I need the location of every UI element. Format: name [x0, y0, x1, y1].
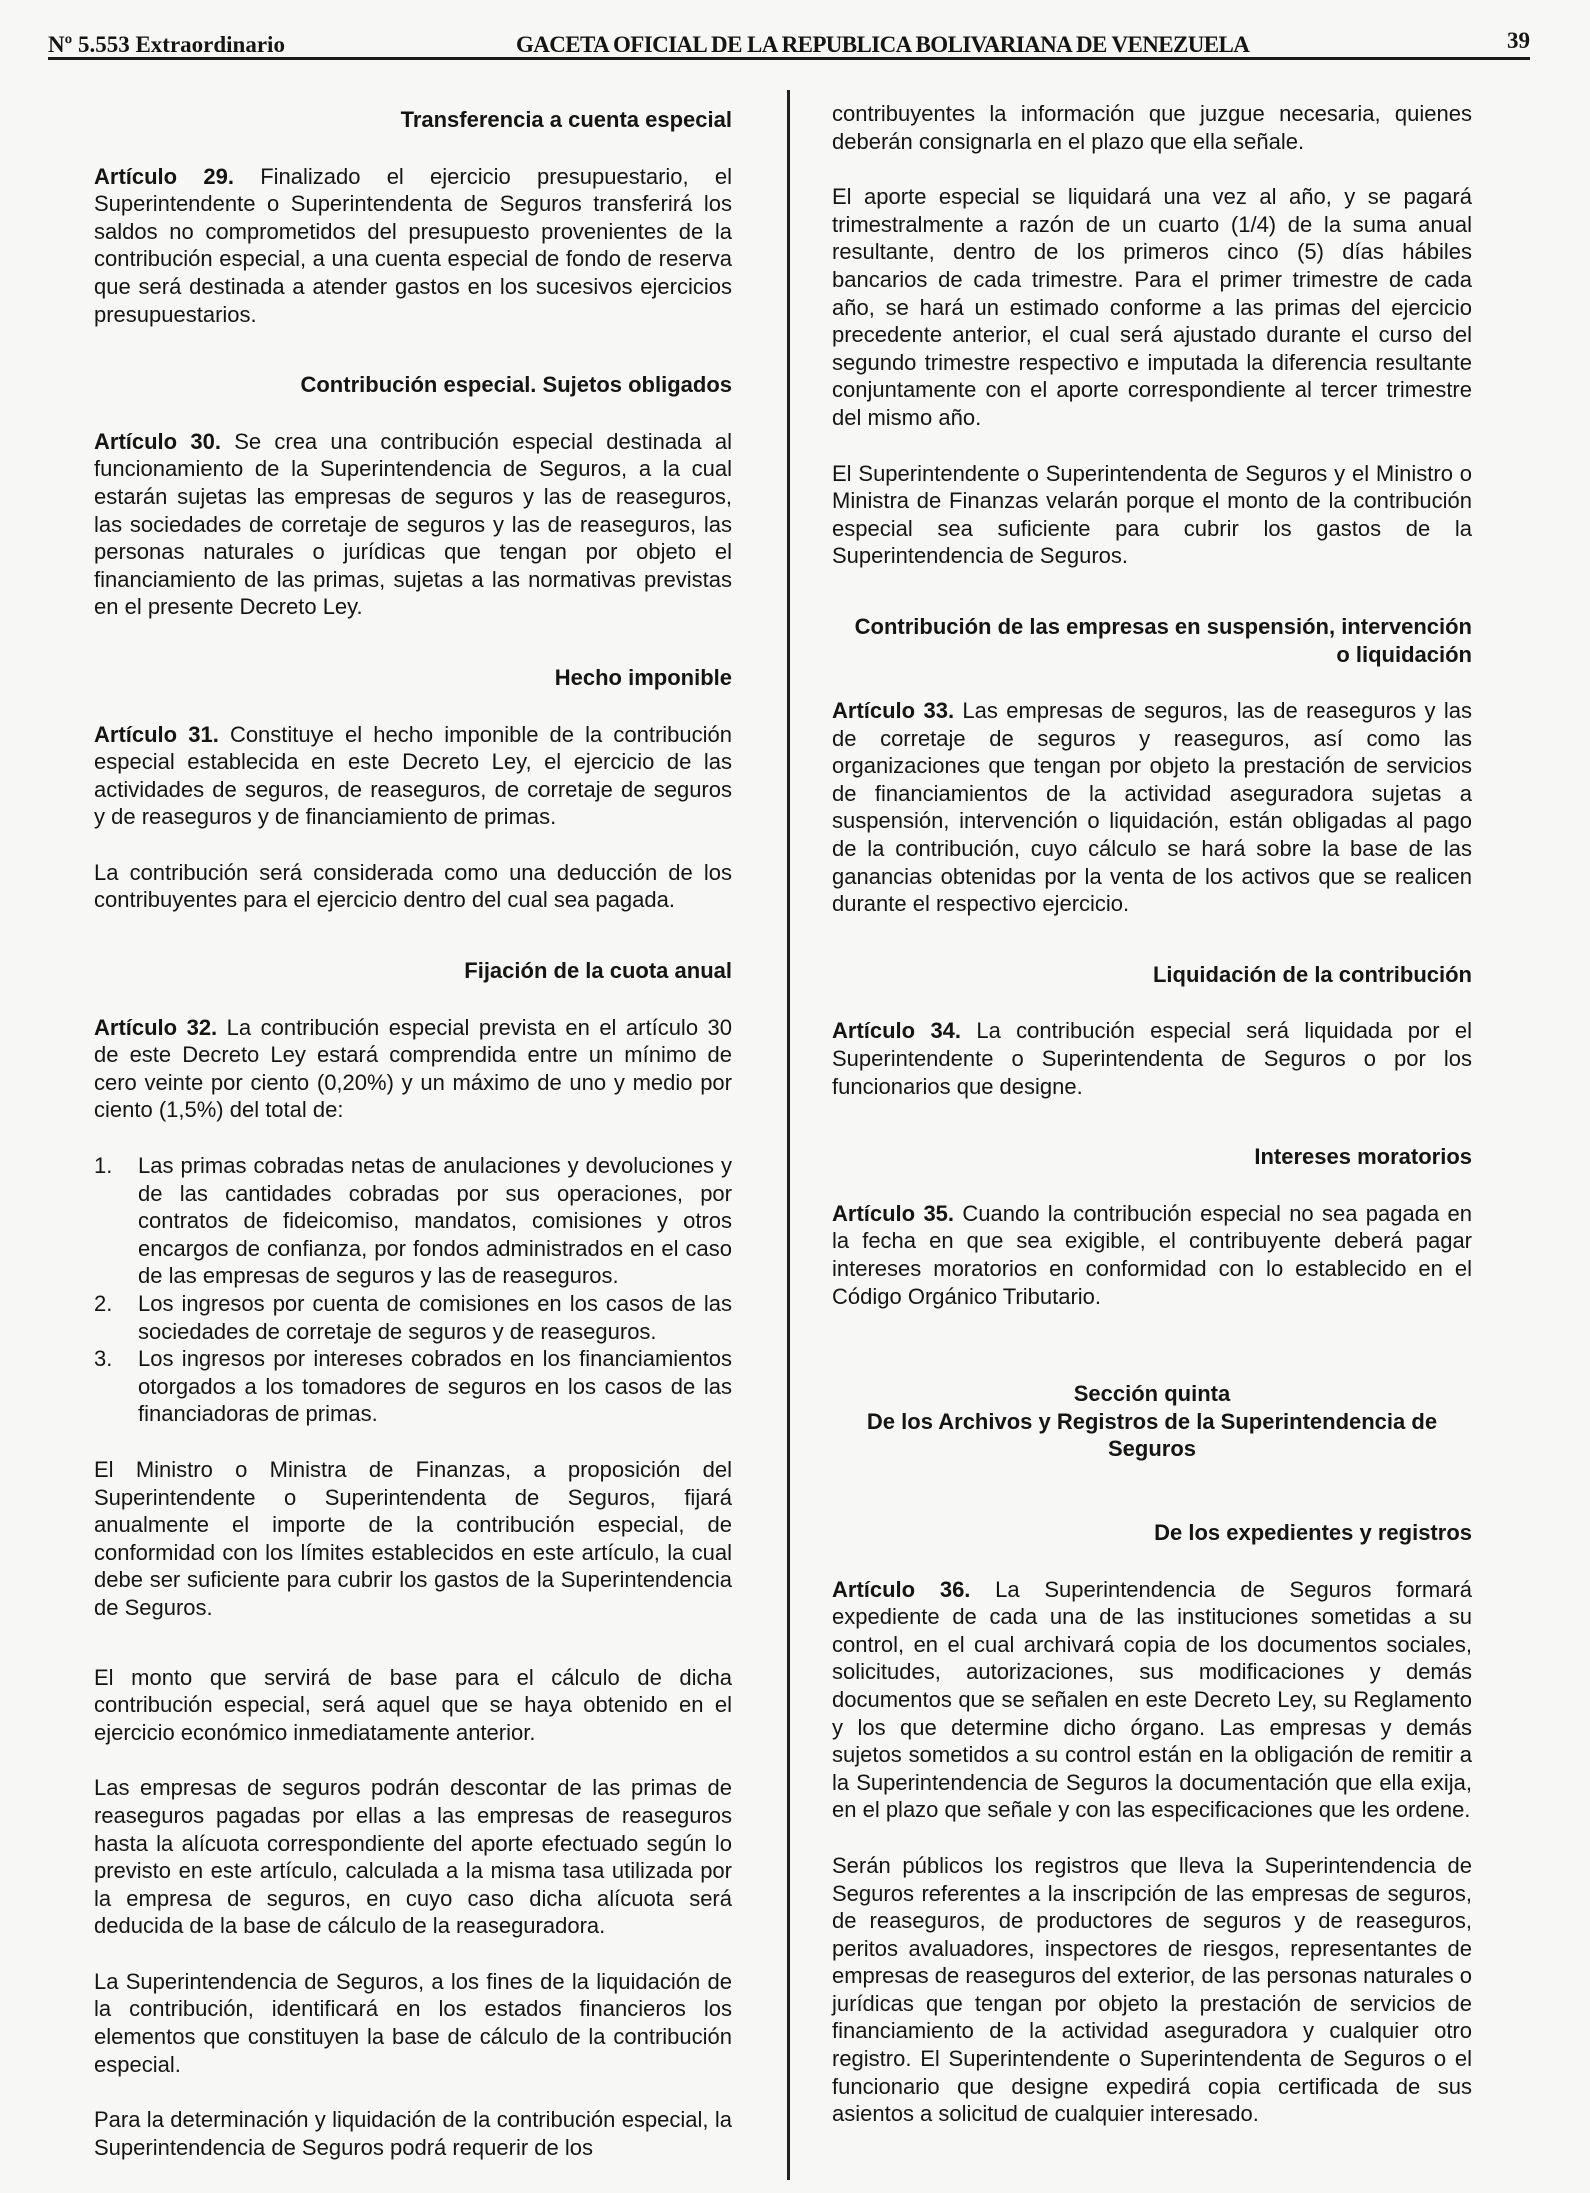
- heading-suspension-line2: o liquidación: [1336, 641, 1472, 667]
- paragraph-publicos: Serán públicos los registros que lleva la Superintendencia de Seguros referentes a la inscripción de las empresas de seguros, de reaseguros, de productores de seguros y de reaseguros, peritos avaluadores, inspectores de riesgos, representantes de empresas de reaseguros del exterior, de las personas naturales o jurídicas que tengan por objeto la prestación de servicios de financiamiento de la actividad aseguradora y cualquier otro registro. El Superintendente o Superintendenta de Seguros o el funcionario que designe expedirá copia certificada de sus asientos a solicitud de cualquier interesado.: [832, 1852, 1472, 2127]
- list-number: 1.: [94, 1153, 113, 1179]
- list-item: [94, 1290, 732, 1345]
- article-29-text: Finalizado el ejercicio presupuestario, el Superintendente o Superintendenta de Seguros transferirá los saldos no comprometidos del presupuesto provenientes de la contribución especial, a una cuenta especial de fondo de reserva que será destinada a atender gastos en los sucesivos ejercicios presupuestarios.: [94, 163, 732, 327]
- section-heading: [832, 1380, 1472, 1463]
- article-31: [94, 721, 732, 831]
- article-36: [832, 1576, 1472, 1824]
- page-number: 39: [1507, 28, 1530, 53]
- article-34-label: Artículo 34.: [832, 1018, 962, 1044]
- article-32: [94, 1014, 732, 1124]
- paragraph-contribuyentes: contribuyentes la información que juzgue necesaria, quienes deberán consignarla en el plazo que ella señale.: [832, 101, 1472, 154]
- article-29: [94, 163, 732, 329]
- list-text: Los ingresos por intereses cobrados en los financiamientos otorgados a los tomadores de seguros en los casos de las financiadoras de primas.: [138, 1346, 732, 1427]
- heading-hecho-imponible: Hecho imponible: [554, 664, 732, 690]
- paragraph-superintendencia: La Superintendencia de Seguros, a los fines de la liquidación de la contribución, identificará en los estados financieros los elementos que constituyen la base de cálculo de la contribución especial.: [94, 1968, 732, 2077]
- paragraph-aporte: El aporte especial se liquidará una vez al año, y se pagará trimestralmente a razón de un cuarto (1/4) de la suma anual resultante, dentro de los primeros cinco (5) días hábiles bancarios de cada trimestre. Para el primer trimestre de cada año, se hará un estimado conforme a las primas del ejercicio precedente anterior, el cual será ajustado durante el curso del segundo trimestre respectivo e imputada la diferencia resultante conjuntamente con el aporte correspondiente al tercer trimestre del mismo año.: [832, 184, 1472, 430]
- header-rule: [48, 57, 1530, 60]
- article-31-paragraph-2: La contribución será considerada como una deducción de los contribuyentes para el ejercicio dentro del cual sea pagada.: [94, 859, 732, 913]
- article-34-text: La contribución especial será liquidada por el Superintendente o Superintendenta de Seguros o por los funcionarios que designe.: [832, 1018, 1472, 1099]
- left-column: [94, 100, 732, 2161]
- article-32-list: [94, 1152, 732, 1428]
- list-item: [94, 1152, 732, 1290]
- list-number: 3.: [94, 1346, 113, 1372]
- heading-suspension: [832, 613, 1472, 668]
- section-heading-line2: De los Archivos y Registros de la Superintendencia de: [866, 1408, 1438, 1434]
- article-30: [94, 428, 732, 621]
- heading-contribucion-especial: Contribución especial. Sujetos obligados: [300, 372, 732, 398]
- heading-expedientes: De los expedientes y registros: [1154, 1519, 1472, 1545]
- issue-number: Nº 5.553 Extraordinario: [48, 32, 285, 57]
- paragraph-ministro: El Ministro o Ministra de Finanzas, a proposición del Superintendente o Superintendenta de Seguros, fijará anualmente el importe de la contribución especial, de conformidad con los límites establecidos en este artículo, la cual debe ser suficiente para cubrir los gastos de la Superintendencia de Seguros.: [94, 1456, 732, 1620]
- article-35: [832, 1200, 1472, 1310]
- section-heading-line1: Sección quinta: [1073, 1381, 1231, 1407]
- list-text: Las primas cobradas netas de anulaciones y devoluciones y de las cantidades cobradas por sus operaciones, por contratos de fideicomiso, mandatos, comisiones y otros encargos de confianza, por fondos administrados en el caso de las empresas de seguros y las de reaseguros.: [138, 1153, 732, 1289]
- article-34: [832, 1017, 1472, 1100]
- page-header: [48, 26, 1530, 60]
- article-29-label: Artículo 29.: [94, 163, 234, 189]
- heading-liquidacion: Liquidación de la contribución: [1152, 961, 1472, 987]
- article-32-label: Artículo 32.: [94, 1014, 218, 1040]
- heading-suspension-line1: Contribución de las empresas en suspensión, intervención: [854, 613, 1472, 639]
- article-35-text: Cuando la contribución especial no sea pagada en la fecha en que sea exigible, el contribuyente deberá pagar intereses moratorios en conformidad con lo establecido en el Código Orgánico Tributario.: [832, 1200, 1472, 1309]
- column-divider: [787, 90, 790, 2180]
- paragraph-empresas: Las empresas de seguros podrán descontar de las primas de reaseguros pagadas por ellas a las empresas de reaseguros hasta la alícuota correspondiente del aporte efectuado según lo previsto en este artículo, calculada a la misma tasa utilizada por la empresa de seguros, en cuyo caso dicha alícuota será deducida de la base de cálculo de la reaseguradora.: [94, 1775, 732, 1939]
- paragraph-determinacion: Para la determinación y liquidación de la contribución especial, la Superintendencia de Seguros podrá requerir de los: [94, 2107, 732, 2160]
- gazette-title: GACETA OFICIAL DE LA REPUBLICA BOLIVARIANA DE VENEZUELA: [516, 32, 1250, 57]
- list-number: 2.: [94, 1291, 113, 1316]
- article-32-text: La contribución especial prevista en el artículo 30 de este Decreto Ley estará comprendida entre un mínimo de cero veinte por ciento (0,20%) y un máximo de uno y medio por ciento (1,5%) del total de:: [94, 1014, 733, 1123]
- article-30-label: Artículo 30.: [94, 428, 221, 454]
- article-31-text: Constituye el hecho imponible de la contribución especial establecida en este Decreto Ley, el ejercicio de las actividades de seguros, de reaseguros, de corretaje de seguros y de reaseguros y de financiamiento de primas.: [94, 721, 732, 830]
- heading-transferencia: Transferencia a cuenta especial: [400, 107, 732, 132]
- list-item: [94, 1345, 732, 1428]
- article-36-label: Artículo 36.: [832, 1576, 971, 1602]
- list-text: Los ingresos por cuenta de comisiones en los casos de las sociedades de corretaje de seguros y de reaseguros.: [138, 1291, 732, 1344]
- article-30-text: Se crea una contribución especial destinada al funcionamiento de la Superintendencia de Seguros, a la cual estarán sujetas las empresas de seguros y las de reaseguros, las sociedades de corretaje de seguros y las de reaseguros, las personas naturales o jurídicas que tengan por objeto el financiamiento de las primas, sujetas a las normativas previstas en el presente Decreto Ley.: [94, 428, 732, 620]
- article-31-label: Artículo 31.: [94, 721, 219, 747]
- article-33-text: Las empresas de seguros, las de reaseguros y las de corretaje de seguros y reaseguros, así como las organizaciones que tengan por objeto la prestación de servicios de financiamientos de la actividad aseguradora sujetas a suspensión, intervención o liquidación, están obligadas al pago de la contribución, cuyo cálculo se hará sobre la base de las ganancias obtenidas por la venta de los activos que se realicen durante el respectivo ejercicio.: [832, 698, 1472, 917]
- right-column: [832, 100, 1472, 2128]
- article-33-label: Artículo 33.: [832, 698, 955, 724]
- article-35-label: Artículo 35.: [832, 1200, 955, 1226]
- paragraph-monto: El monto que servirá de base para el cálculo de dicha contribución especial, será aquel que se haya obtenido en el ejercicio económico inmediatamente anterior.: [94, 1664, 732, 1745]
- paragraph-velaran: El Superintendente o Superintendenta de Seguros y el Ministro o Ministra de Finanzas velarán porque el monto de la contribución especial sea suficiente para cubrir los gastos de la Superintendencia de Seguros.: [832, 460, 1472, 569]
- heading-fijacion-cuota: Fijación de la cuota anual: [464, 958, 732, 984]
- section-heading-line3: Seguros: [1107, 1436, 1197, 1462]
- article-36-text: La Superintendencia de Seguros formará expediente de cada una de las instituciones sometidas a su control, en el cual archivará copia de los documentos sociales, solicitudes, autorizaciones, sus modificaciones y demás documentos que se señalen en este Decreto Ley, su Reglamento y los que determine dicho órgano. Las empresas y demás sujetos sometidos a su control están en la obligación de remitir a la Superintendencia de Seguros la documentación que ella exija, en el plazo que señale y con las especificaciones que les ordene.: [832, 1576, 1473, 1823]
- article-33: [832, 697, 1472, 918]
- heading-intereses: Intereses moratorios: [1254, 1144, 1472, 1170]
